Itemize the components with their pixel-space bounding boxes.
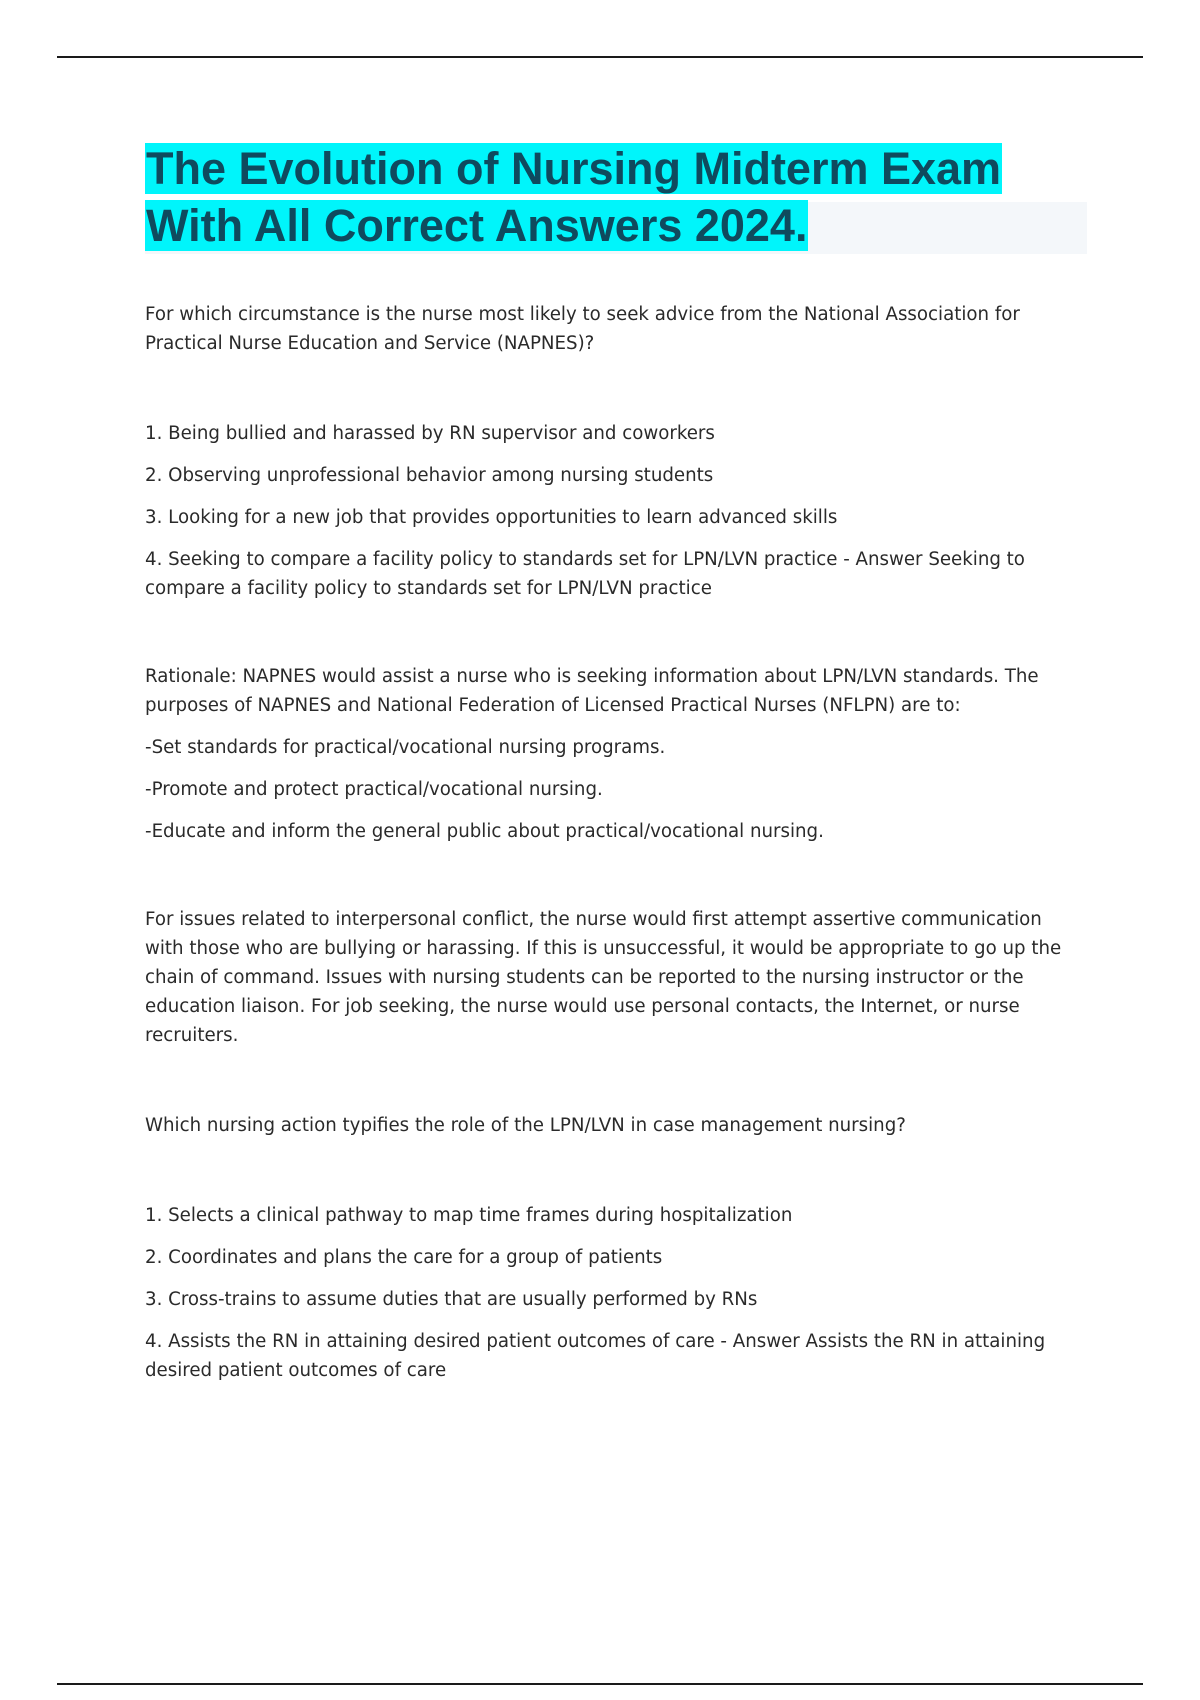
question-1-option-4-answer: 4. Seeking to compare a facility policy to standards set for LPN/LVN practice - Answer Seeking to compare a facility policy to standards set for LPN/LVN practice — [145, 549, 1025, 599]
question-2-option-2: 2. Coordinates and plans the care for a group of patients — [145, 1247, 663, 1268]
question-2-option-4-answer: 4. Assists the RN in attaining desired patient outcomes of care - Answer Assists the RN in attaining desired patient outcomes of care — [145, 1331, 1046, 1381]
document-title — [145, 140, 1085, 254]
purpose-item-3: -Educate and inform the general public about practical/vocational nursing. — [145, 821, 824, 842]
question-2-prompt: Which nursing action typifies the role of the LPN/LVN in case management nursing? — [145, 1115, 906, 1136]
purpose-item-2: -Promote and protect practical/vocational nursing. — [145, 779, 603, 800]
document-body — [145, 140, 1085, 1385]
question-2-option-3: 3. Cross-trains to assume duties that are usually performed by RNs — [145, 1289, 758, 1310]
question-1-rationale: Rationale: NAPNES would assist a nurse who is seeking information about LPN/LVN standards. The purposes of NAPNES and National Federation of Licensed Practical Nurses (NFLPN) are to: — [145, 666, 1039, 716]
question-1-explanation: For issues related to interpersonal conflict, the nurse would first attempt assertive communication with those who are bullying or harassing. If this is unsuccessful, it would be appropriate to go up the chain of command. Issues with nursing students can be reported to the nursing instructor or the education liaison. For job seeking, the nurse would use personal contacts, the Internet, or nurse recruiters. — [145, 909, 1062, 1046]
question-2-option-1: 1. Selects a clinical pathway to map time frames during hospitalization — [145, 1205, 793, 1226]
question-1-prompt: For which circumstance is the nurse most likely to seek advice from the National Association for Practical Nurse Education and Service (NAPNES)? — [145, 304, 1020, 354]
top-rule — [57, 56, 1143, 58]
question-1-option-3: 3. Looking for a new job that provides opportunities to learn advanced skills — [145, 507, 838, 528]
question-1-option-1: 1. Being bullied and harassed by RN supervisor and coworkers — [145, 423, 715, 444]
bottom-rule — [57, 1683, 1143, 1685]
title-highlight: The Evolution of Nursing Midterm Exam With All Correct Answers 2024. — [146, 143, 1002, 251]
purpose-item-1: -Set standards for practical/vocational nursing programs. — [145, 737, 666, 758]
question-1-option-2: 2. Observing unprofessional behavior among nursing students — [145, 465, 714, 486]
